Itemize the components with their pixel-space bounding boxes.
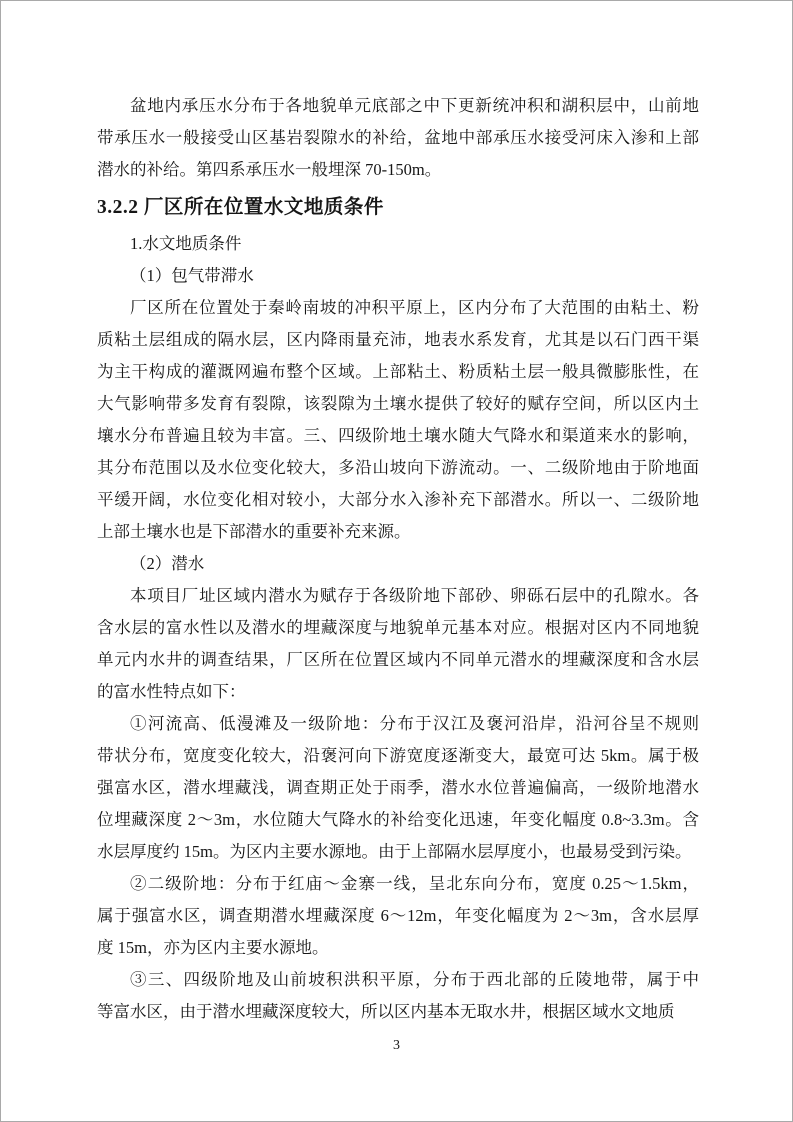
text-line: 带承压水一般接受山区基岩裂隙水的补给，盆地中部承压水接受河床入渗和上部 bbox=[97, 128, 699, 147]
text-line: 上部土壤水也是下部潜水的重要补充来源。 bbox=[97, 522, 411, 541]
text-line: 盆地内承压水分布于各地貌单元底部之中下更新统冲积和湖积层中，山前地 bbox=[130, 96, 699, 115]
text-line: ②二级阶地：分布于红庙～金寨一线，呈北东向分布，宽度 0.25～1.5km， bbox=[130, 874, 699, 893]
paragraph-confined-water bbox=[97, 90, 699, 186]
item-label-phreatic-water: （2）潜水 bbox=[130, 554, 205, 573]
text-line: 强富水区，潜水埋藏浅，调查期正处于雨季，潜水水位普遍偏高，一级阶地潜水 bbox=[97, 778, 699, 797]
paragraph-terrace-1 bbox=[97, 708, 699, 868]
text-line: 的富水性特点如下： bbox=[97, 682, 246, 701]
item-label-vadose-water: （1）包气带滞水 bbox=[130, 266, 254, 285]
text-line: 大气影响带多发育有裂隙，该裂隙为土壤水提供了较好的赋存空间，所以区内土 bbox=[97, 394, 699, 413]
paragraph-terrace-3 bbox=[97, 964, 699, 1028]
text-line: 质粘土层组成的隔水层，区内降雨量充沛，地表水系发育，尤其是以石门西干渠 bbox=[97, 330, 699, 349]
text-line: ③三、四级阶地及山前坡积洪积平原，分布于西北部的丘陵地带，属于中 bbox=[130, 970, 699, 989]
text-line: 本项目厂址区域内潜水为赋存于各级阶地下部砂、卵砾石层中的孔隙水。各 bbox=[130, 586, 699, 605]
text-line: 为主干构成的灌溉网遍布整个区域。上部粘土、粉质粘土层一般具微膨胀性，在 bbox=[97, 362, 699, 381]
text-line: ①河流高、低漫滩及一级阶地：分布于汉江及褒河沿岸，沿河谷呈不规则 bbox=[130, 714, 699, 733]
document-body bbox=[97, 90, 699, 1028]
text-line: 属于强富水区，调查期潜水埋藏深度 6～12m，年变化幅度为 2～3m，含水层厚 bbox=[97, 906, 699, 925]
paragraph-vadose-water bbox=[97, 292, 699, 548]
section-heading: 3.2.2 厂区所在位置水文地质条件 bbox=[97, 197, 384, 218]
text-line: 其分布范围以及水位变化较大，多沿山坡向下游流动。一、二级阶地由于阶地面 bbox=[97, 458, 699, 477]
text-line: 位埋藏深度 2～3m，水位随大气降水的补给变化迅速，年变化幅度 0.8~3.3m。含 bbox=[97, 810, 699, 829]
subsection-label: 1.水文地质条件 bbox=[130, 234, 242, 253]
text-line: 平缓开阔，水位变化相对较小，大部分水入渗补充下部潜水。所以一、二级阶地 bbox=[97, 490, 699, 509]
text-line: 单元内水井的调查结果，厂区所在位置区域内不同单元潜水的埋藏深度和含水层 bbox=[97, 650, 699, 669]
paragraph-terrace-2 bbox=[97, 868, 699, 964]
text-line: 厂区所在位置处于秦岭南坡的冲积平原上，区内分布了大范围的由粘土、粉 bbox=[130, 298, 699, 317]
text-line: 含水层的富水性以及潜水的埋藏深度与地貌单元基本对应。根据对区内不同地貌 bbox=[97, 618, 699, 637]
text-line: 壤水分布普遍且较为丰富。三、四级阶地土壤水随大气降水和渠道来水的影响， bbox=[97, 426, 699, 445]
page-number: 3 bbox=[393, 1038, 400, 1053]
text-line: 等富水区，由于潜水埋藏深度较大，所以区内基本无取水井，根据区域水文地质 bbox=[97, 1002, 675, 1021]
text-line: 度 15m，亦为区内主要水源地。 bbox=[97, 938, 329, 957]
text-line: 水层厚度约 15m。为区内主要水源地。由于上部隔水层厚度小，也最易受到污染。 bbox=[97, 842, 692, 861]
text-line: 带状分布，宽度变化较大，沿褒河向下游宽度逐渐变大，最宽可达 5km。属于极 bbox=[97, 746, 699, 765]
paragraph-phreatic-overview bbox=[97, 580, 699, 708]
text-line: 潜水的补给。第四系承压水一般埋深 70-150m。 bbox=[97, 160, 442, 179]
